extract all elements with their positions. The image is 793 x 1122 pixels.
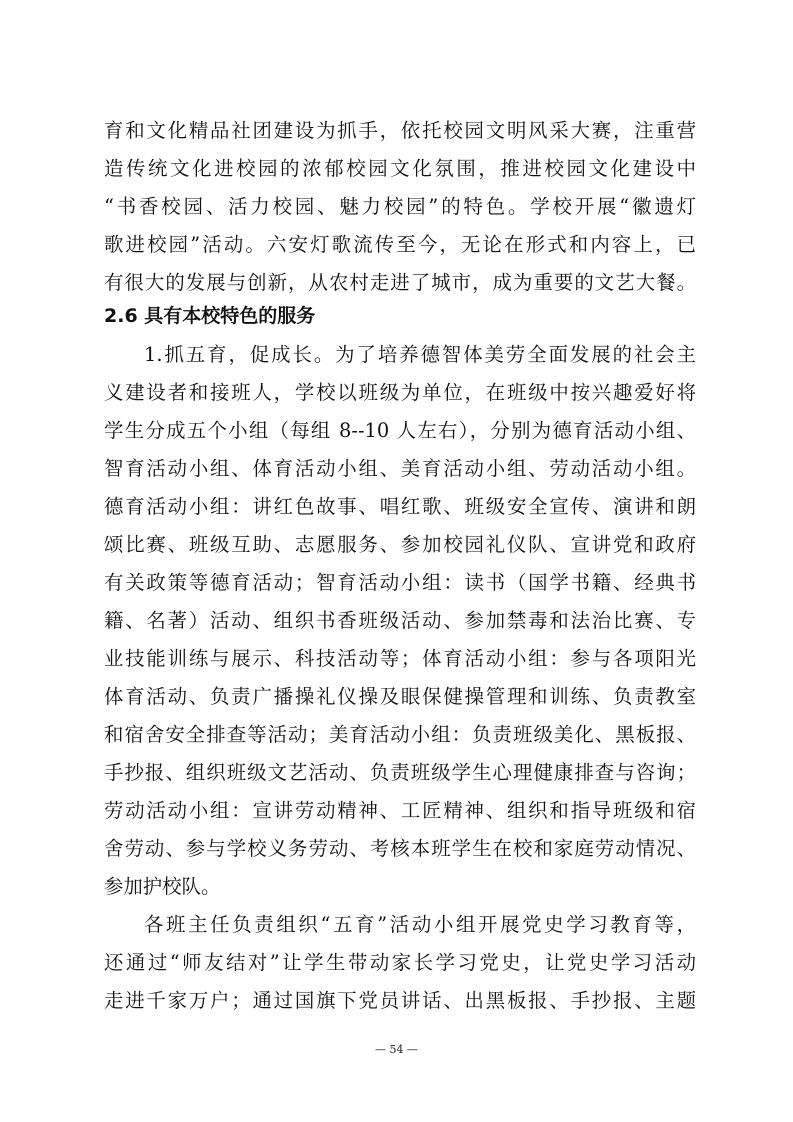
paragraph-2-line-11: 和宿舍安全排查等活动；美育活动小组：负责班级美化、黑板报、: [104, 723, 696, 746]
paragraph-2-line-5: 德育活动小组：讲红色故事、唱红歌、班级安全宣传、演讲和朗: [104, 495, 696, 518]
paragraph-1-line-3: “书香校园、活力校园、魅力校园”的特色。学校开展“徽遗灯: [104, 195, 696, 218]
paragraph-3-line-2: 还通过“师友结对”让学生带动家长学习党史，让党史学习活动: [104, 951, 696, 974]
paragraph-2-line-10: 体育活动、负责广播操礼仪操及眼保健操管理和训练、负责教室: [104, 685, 696, 708]
paragraph-2-line-6: 颂比赛、班级互助、志愿服务、参加校园礼仪队、宣讲党和政府: [104, 533, 696, 556]
paragraph-3-line-3: 走进千家万户；通过国旗下党员讲话、出黑板报、手抄报、主题: [104, 989, 696, 1012]
paragraph-2-line-14: 舍劳动、参与学校义务劳动、考核本班学生在校和家庭劳动情况、: [104, 837, 696, 860]
paragraph-2-line-8: 籍、名著）活动、组织书香班级活动、参加禁毒和法治比赛、专: [104, 609, 696, 632]
paragraph-2-line-7: 有关政策等德育活动；智育活动小组：读书（国学书籍、经典书: [104, 571, 696, 594]
paragraph-2-line-2: 义建设者和接班人，学校以班级为单位，在班级中按兴趣爱好将: [104, 381, 696, 404]
section-heading: 2.6 具有本校特色的服务: [104, 305, 316, 327]
paragraph-1-line-5: 有很大的发展与创新，从农村走进了城市，成为重要的文艺大餐。: [104, 271, 696, 294]
paragraph-2-line-13: 劳动活动小组：宣讲劳动精神、工匠精神、组织和指导班级和宿: [104, 799, 696, 822]
paragraph-2-line-9: 业技能训练与展示、科技活动等；体育活动小组：参与各项阳光: [104, 647, 696, 670]
paragraph-2-line-3: 学生分成五个小组（每组 8--10 人左右），分别为德育活动小组、: [104, 419, 696, 442]
paragraph-3-line-1: 各班主任负责组织“五育”活动小组开展党史学习教育等，: [144, 913, 696, 936]
paragraph-1-line-1: 育和文化精品社团建设为抓手，依托校园文明风采大赛，注重营: [104, 119, 696, 142]
paragraph-2-line-12: 手抄报、组织班级文艺活动、负责班级学生心理健康排查与咨询；: [104, 761, 696, 784]
paragraph-2-line-15: 参加护校队。: [104, 875, 221, 898]
paragraph-2-line-4: 智育活动小组、体育活动小组、美育活动小组、劳动活动小组。: [104, 457, 696, 480]
paragraph-2-line-1: 1.抓五育，促成长。为了培养德智体美劳全面发展的社会主: [144, 343, 696, 366]
paragraph-1-line-4: 歌进校园”活动。六安灯歌流传至今，无论在形式和内容上，已: [104, 233, 696, 256]
page-number: — 54 —: [375, 1043, 418, 1056]
paragraph-1-line-2: 造传统文化进校园的浓郁校园文化氛围，推进校园文化建设中: [104, 157, 696, 180]
